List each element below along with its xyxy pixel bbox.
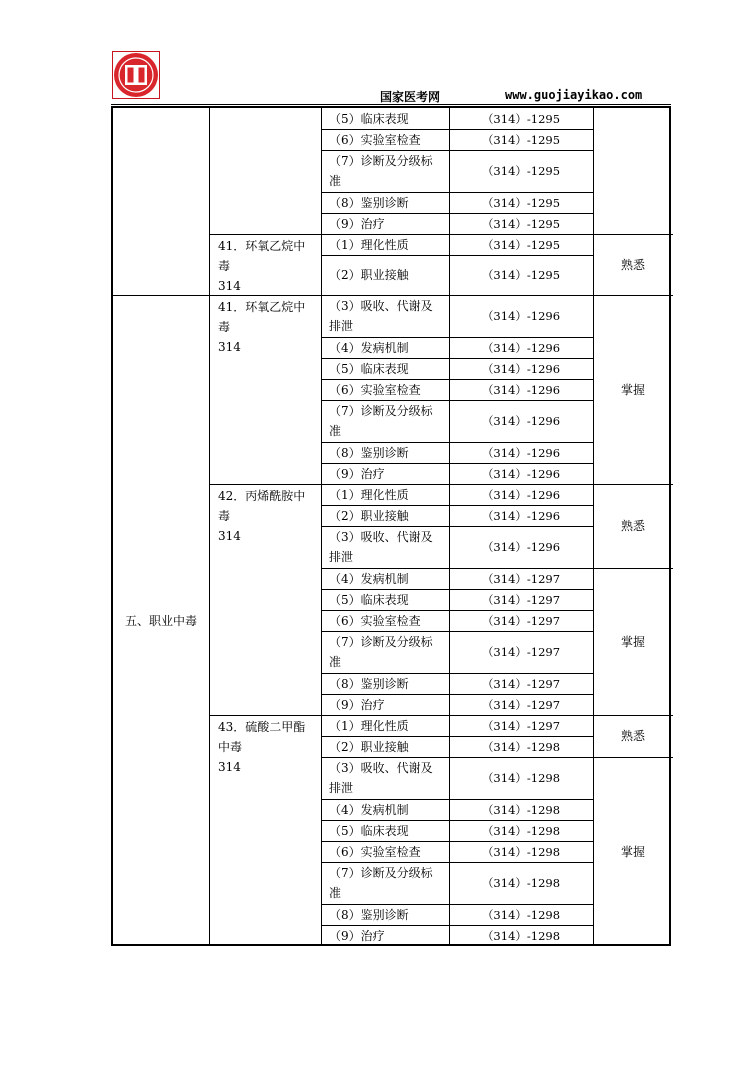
table-row-item (321, 129, 449, 150)
item-label: （7）诊断及分级标准 (329, 635, 433, 669)
table-row-item (321, 150, 449, 192)
page-ref: （314）-1297 (481, 718, 561, 733)
page-ref: （314）-1297 (481, 676, 561, 691)
page-ref: （314）-1296 (481, 508, 561, 523)
table-row-item (321, 442, 449, 463)
row-divider (321, 505, 593, 506)
table-row-item (321, 757, 449, 799)
table-row-item (321, 673, 449, 694)
category-cell (113, 108, 209, 295)
item-label: （1）理化性质 (329, 718, 409, 733)
row-divider (321, 526, 593, 527)
category-cell (113, 295, 209, 946)
page-ref: （314）-1296 (481, 445, 561, 460)
page-ref: （314）-1298 (481, 823, 561, 838)
table-row-item (321, 108, 449, 129)
page-ref: （314）-1295 (481, 237, 561, 252)
table-row-item (321, 694, 449, 715)
item-label: （5）临床表现 (329, 361, 409, 376)
topic-label: 41．环氧乙烷中 (218, 239, 306, 253)
table-row-page (449, 904, 593, 925)
page-ref: （314）-1298 (481, 876, 561, 890)
row-divider (321, 400, 593, 401)
page-ref: （314）-1295 (481, 132, 561, 147)
table-row-page (449, 694, 593, 715)
page-ref: （314）-1297 (481, 592, 561, 607)
row-divider (321, 757, 593, 758)
table-row-item (321, 255, 449, 295)
topic-label: 314 (218, 760, 241, 774)
table-row-item (321, 463, 449, 484)
table-row-item (321, 505, 449, 526)
topic-label: 毒 (218, 259, 231, 273)
topic-cell (209, 295, 321, 484)
table-row-page (449, 610, 593, 631)
syllabus-table (111, 106, 671, 946)
table-row-item (321, 841, 449, 862)
table-row-page (449, 192, 593, 213)
table-row-item (321, 862, 449, 904)
column-divider (321, 108, 322, 946)
row-divider (321, 484, 593, 485)
table-row-item (321, 358, 449, 379)
topic-label: 42．丙烯酰胺中 (218, 489, 306, 503)
item-label: （1）理化性质 (329, 487, 409, 502)
level-divider (593, 484, 673, 485)
item-label: （7）诊断及分级标准 (329, 866, 433, 900)
table-row-item (321, 484, 449, 505)
item-label: （4）发病机制 (329, 802, 409, 817)
table-row-item (321, 400, 449, 442)
column-divider (209, 108, 210, 946)
item-label: （5）临床表现 (329, 592, 409, 607)
table-row-item (321, 715, 449, 736)
page-ref: （314）-1296 (481, 340, 561, 355)
level-cell (593, 234, 673, 295)
topic-label: 中毒 (218, 740, 243, 754)
item-label: （1）理化性质 (329, 237, 409, 252)
category-divider (113, 295, 209, 296)
table-row-page (449, 505, 593, 526)
item-label: （6）实验室检查 (329, 382, 421, 397)
table-row-item (321, 589, 449, 610)
row-divider (321, 379, 593, 380)
level-label: 熟悉 (620, 519, 645, 533)
row-divider (321, 234, 593, 235)
item-label: （5）临床表现 (329, 823, 409, 838)
row-divider (321, 150, 593, 151)
table-row-page (449, 213, 593, 234)
topic-label: 41．环氧乙烷中 (218, 300, 306, 314)
topic-cell (209, 484, 321, 715)
row-divider (321, 610, 593, 611)
topic-cell (209, 108, 321, 234)
page-ref: （314）-1298 (481, 739, 561, 754)
page-ref: （314）-1296 (481, 382, 561, 397)
item-label: （9）治疗 (329, 697, 385, 712)
table-row-page (449, 400, 593, 442)
table-row-item (321, 192, 449, 213)
row-divider (321, 715, 593, 716)
table-row-page (449, 108, 593, 129)
table-row-page (449, 589, 593, 610)
item-label: （6）实验室检查 (329, 132, 421, 147)
item-label: （2）职业接触 (329, 268, 409, 282)
table-row-page (449, 526, 593, 568)
row-divider (321, 358, 593, 359)
table-row-page (449, 736, 593, 757)
table-row-page (449, 337, 593, 358)
table-row-page (449, 568, 593, 589)
level-label: 掌握 (620, 634, 645, 649)
table-row-item (321, 799, 449, 820)
table-row-page (449, 379, 593, 400)
item-label: （6）实验室检查 (329, 613, 421, 628)
level-label: 熟悉 (620, 729, 645, 743)
row-divider (321, 192, 593, 193)
table-row-page (449, 715, 593, 736)
item-label: （6）实验室检查 (329, 844, 421, 859)
site-url[interactable]: www.guojiayikao.com (505, 88, 643, 102)
page-ref: （314）-1298 (481, 928, 561, 943)
table-row-page (449, 841, 593, 862)
page-ref: （314）-1298 (481, 844, 561, 859)
row-divider (321, 255, 593, 256)
level-label: 掌握 (620, 844, 645, 859)
level-divider (593, 568, 673, 569)
column-divider (593, 108, 594, 946)
page-ref: （314）-1298 (481, 802, 561, 817)
table-row-page (449, 255, 593, 295)
topic-label: 43．硫酸二甲酯 (218, 720, 306, 734)
topic-label: 毒 (218, 509, 231, 523)
topic-label: 314 (218, 529, 241, 543)
page-ref: （314）-1296 (481, 466, 561, 481)
page-ref: （314）-1295 (481, 268, 561, 282)
topic-label: 毒 (218, 320, 231, 334)
table-row-item (321, 736, 449, 757)
item-label: （8）鉴别诊断 (329, 195, 409, 210)
level-divider (593, 234, 673, 235)
item-label: （7）诊断及分级标准 (329, 154, 433, 188)
row-divider (321, 442, 593, 443)
page-ref: （314）-1295 (481, 195, 561, 210)
page-ref: （314）-1296 (481, 361, 561, 376)
table-row-item (321, 379, 449, 400)
column-divider (449, 108, 450, 946)
table-row-page (449, 358, 593, 379)
item-label: （3）吸收、代谢及排泄 (329, 761, 433, 795)
page-ref: （314）-1298 (481, 771, 561, 785)
row-divider (321, 295, 593, 296)
row-divider (321, 862, 593, 863)
row-divider (321, 463, 593, 464)
table-row-page (449, 442, 593, 463)
table-row-item (321, 337, 449, 358)
table-row-item (321, 526, 449, 568)
topic-divider (209, 295, 321, 296)
level-cell (593, 715, 673, 757)
item-label: （2）职业接触 (329, 739, 409, 754)
item-label: （3）吸收、代谢及排泄 (329, 530, 433, 564)
level-divider (593, 757, 673, 758)
level-label: 熟悉 (620, 257, 645, 272)
page-ref: （314）-1298 (481, 907, 561, 922)
row-divider (321, 841, 593, 842)
topic-cell (209, 715, 321, 946)
table-row-page (449, 799, 593, 820)
row-divider (321, 129, 593, 130)
table-row-item (321, 925, 449, 946)
item-label: （3）吸收、代谢及排泄 (329, 299, 433, 333)
table-row-page (449, 150, 593, 192)
page-ref: （314）-1296 (481, 487, 561, 502)
row-divider (321, 337, 593, 338)
table-row-page (449, 129, 593, 150)
table-row-item (321, 631, 449, 673)
table-row-page (449, 757, 593, 799)
row-divider (321, 904, 593, 905)
level-cell (593, 108, 673, 234)
page-ref: （314）-1295 (481, 164, 561, 178)
page-ref: （314）-1297 (481, 645, 561, 659)
page-ref: （314）-1295 (481, 111, 561, 126)
row-divider (321, 589, 593, 590)
row-divider (321, 694, 593, 695)
row-divider (321, 820, 593, 821)
item-label: （7）诊断及分级标准 (329, 404, 433, 438)
item-label: （8）鉴别诊断 (329, 445, 409, 460)
level-cell (593, 757, 673, 946)
page-ref: （314）-1295 (481, 216, 561, 231)
topic-divider (209, 715, 321, 716)
item-label: （4）发病机制 (329, 340, 409, 355)
table-row-item (321, 610, 449, 631)
row-divider (321, 213, 593, 214)
table-row-item (321, 568, 449, 589)
row-divider (321, 799, 593, 800)
level-cell (593, 568, 673, 715)
item-label: （4）发病机制 (329, 571, 409, 586)
row-divider (321, 736, 593, 737)
topic-divider (209, 234, 321, 235)
item-label: （2）职业接触 (329, 508, 409, 523)
page-ref: （314）-1297 (481, 571, 561, 586)
item-label: （9）治疗 (329, 466, 385, 481)
table-row-item (321, 234, 449, 255)
level-label: 掌握 (620, 382, 645, 397)
table-row-page (449, 234, 593, 255)
row-divider (321, 673, 593, 674)
table-row-item (321, 904, 449, 925)
level-divider (593, 295, 673, 296)
table-row-item (321, 213, 449, 234)
table-row-page (449, 820, 593, 841)
table-row-item (321, 295, 449, 337)
item-label: （9）治疗 (329, 216, 385, 231)
table-row-page (449, 484, 593, 505)
table-row-page (449, 295, 593, 337)
topic-label: 314 (218, 340, 241, 354)
item-label: （8）鉴别诊断 (329, 676, 409, 691)
page-ref: （314）-1297 (481, 697, 561, 712)
table-row-page (449, 463, 593, 484)
table-row-page (449, 673, 593, 694)
topic-label: 314 (218, 279, 241, 293)
page-ref: （314）-1297 (481, 613, 561, 628)
page-ref: （314）-1296 (481, 540, 561, 554)
logo-seal (112, 51, 160, 99)
level-divider (593, 715, 673, 716)
page-ref: （314）-1296 (481, 309, 561, 323)
row-divider (321, 568, 593, 569)
table-row-item (321, 820, 449, 841)
row-divider (321, 631, 593, 632)
table-row-page (449, 862, 593, 904)
table-row-page (449, 631, 593, 673)
page-ref: （314）-1296 (481, 414, 561, 428)
header-rule (111, 104, 671, 105)
item-label: （5）临床表现 (329, 111, 409, 126)
table-row-page (449, 925, 593, 946)
level-cell (593, 295, 673, 484)
topic-divider (209, 484, 321, 485)
item-label: （9）治疗 (329, 928, 385, 943)
site-name: 国家医考网 (380, 90, 441, 104)
category-label: 五、职业中毒 (124, 613, 197, 628)
topic-cell (209, 234, 321, 295)
level-cell (593, 484, 673, 568)
item-label: （8）鉴别诊断 (329, 907, 409, 922)
row-divider (321, 925, 593, 926)
